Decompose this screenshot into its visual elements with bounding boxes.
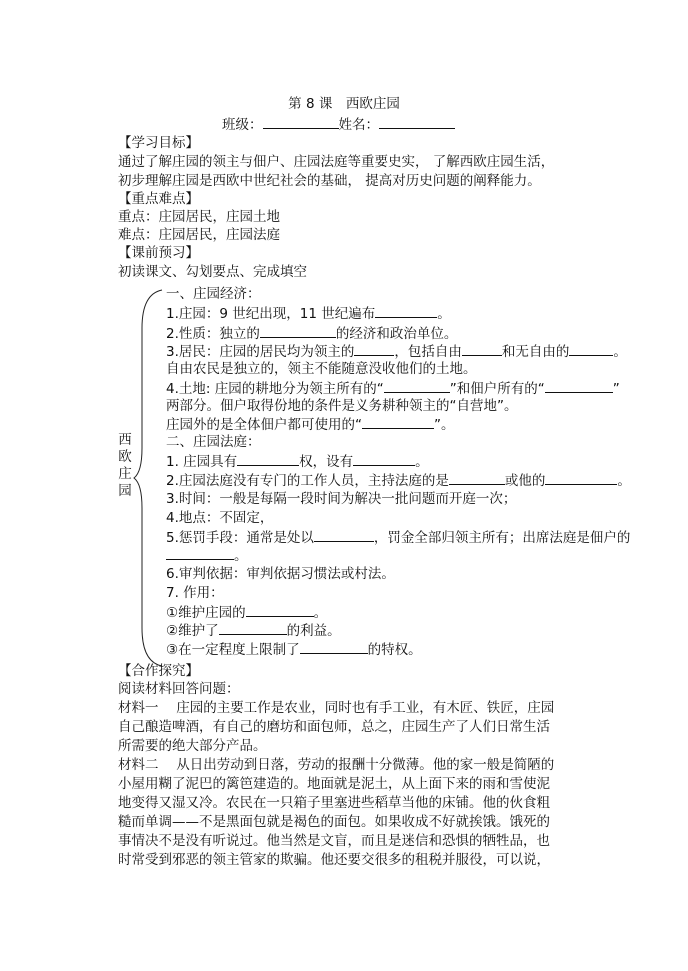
court-item-7: 7. 作用： — [166, 585, 224, 601]
economy-heading: 一、庄园经济： — [166, 286, 261, 302]
goals-line-1: 通过了解庄园的领主与佃户、庄园法庭等重要史实， 了解西欧庄园生活， — [118, 154, 555, 170]
item-text: 2.性质：独立的 — [166, 326, 260, 342]
item-text: 或他的 — [504, 473, 546, 489]
answer-blank[interactable] — [219, 620, 287, 635]
item-text: ①维护庄园的 — [166, 605, 246, 621]
answer-blank[interactable] — [384, 378, 450, 393]
court-item-4: 4.地点：不固定， — [166, 510, 274, 526]
answer-blank[interactable] — [314, 527, 374, 542]
page-title: 第 8 课 西欧庄园 — [288, 96, 400, 112]
preview-instruction: 初读课文、勾划要点、完成填空 — [118, 264, 307, 280]
answer-blank[interactable] — [545, 470, 617, 485]
item-text: ” — [612, 381, 620, 397]
item-text: ”和佃户所有的“ — [449, 381, 545, 397]
class-blank[interactable] — [263, 114, 339, 129]
difficult-point-line: 难点：庄园居民，庄园法庭 — [118, 227, 280, 243]
court-item-2 — [166, 470, 631, 491]
item-text: 3.居民：庄园的居民均为领主的 — [166, 344, 355, 360]
item-text: 。 — [617, 473, 631, 489]
answer-blank[interactable] — [353, 451, 415, 466]
brace-label: 西欧庄园 — [118, 432, 132, 499]
inquiry-instruction: 阅读材料回答问题： — [118, 681, 240, 697]
answer-blank[interactable] — [260, 323, 336, 338]
goals-line-2: 初步理解庄园是西欧中世纪社会的基础， 提高对历史问题的阐释能力。 — [118, 173, 541, 189]
answer-blank[interactable] — [166, 545, 234, 560]
key-points-heading: 【重点难点】 — [118, 191, 199, 207]
material-2-line-3: 地变得又湿又冷。农民在一只箱子里塞进些稻草当他的床铺。他的伙食粗 — [118, 795, 550, 811]
economy-item-3-note: 自由农民是独立的，领主不能随意没收他们的土地。 — [166, 361, 477, 377]
item-text: 1. 庄园具有 — [166, 454, 238, 470]
item-text: 。 — [234, 548, 248, 564]
goals-heading: 【学习目标】 — [118, 135, 199, 151]
item-text: 2.庄园法庭没有专门的工作人员，主持法庭的是 — [166, 473, 449, 489]
item-text: 。 — [313, 605, 328, 621]
material-1-line-1: 材料一 庄园的主要工作是农业，同时也有手工业，有木匠、铁匠，庄园 — [118, 700, 555, 716]
item-text: 。 — [415, 454, 429, 470]
court-role-2 — [166, 620, 341, 641]
class-name-line — [222, 114, 455, 135]
item-text: 。 — [613, 344, 627, 360]
economy-item-4-cont: 两部分。佃户取得份地的条件是义务耕种领主的“自营地”。 — [166, 398, 518, 414]
item-text: 1.庄园：9 世纪出现，11 世纪遍布 — [166, 306, 376, 322]
answer-blank[interactable] — [569, 341, 613, 356]
item-text: ③在一定程度上限制了 — [166, 642, 300, 658]
answer-blank[interactable] — [237, 451, 299, 466]
item-text: 的利益。 — [286, 623, 341, 639]
item-text: 和无自由的 — [501, 344, 570, 360]
court-item-5-cont — [166, 545, 248, 566]
court-item-6: 6.审判依据：审判依据习惯法或村法。 — [166, 566, 395, 582]
item-text: 庄园外的是全体佃户都可使用的“ — [166, 417, 362, 433]
item-text: 的经济和政治单位。 — [335, 326, 458, 342]
material-1-line-2: 自己酿造啤酒，有自己的磨坊和面包师，总之，庄园生产了人们日常生活 — [118, 719, 550, 735]
court-item-1 — [166, 451, 429, 472]
economy-item-1 — [166, 303, 451, 324]
answer-blank[interactable] — [246, 602, 314, 617]
item-text: ，包括自由 — [394, 344, 462, 360]
class-label: 班级： — [222, 117, 263, 133]
material-2-line-2: 小屋用糊了泥巴的篱笆建造的。地面就是泥土，从上面下来的雨和雪使泥 — [118, 776, 550, 792]
outline-brace — [128, 288, 168, 668]
material-2-line-6: 时常受到邪恶的领主管家的欺骗。他还要交很多的租税并服役，可以说， — [118, 852, 550, 868]
item-text: 5.惩罚手段：通常是处以 — [166, 530, 314, 546]
answer-blank[interactable] — [449, 470, 505, 485]
item-text: ”。 — [434, 417, 455, 433]
item-text: 权，设有 — [299, 454, 354, 470]
court-heading: 二、庄园法庭： — [166, 434, 261, 450]
item-text: ②维护了 — [166, 623, 219, 639]
name-label: 姓名： — [338, 117, 379, 133]
item-text: 。 — [437, 306, 451, 322]
answer-blank[interactable] — [462, 341, 502, 356]
material-2-line-1: 材料二 从日出劳动到日落，劳动的报酬十分微薄。他的家一般是简陋的 — [118, 757, 555, 773]
answer-blank[interactable] — [375, 303, 437, 318]
item-text: ，罚金全部归领主所有；出席法庭是佃户的 — [373, 530, 631, 546]
key-point-line: 重点：庄园居民，庄园土地 — [118, 209, 280, 225]
answer-blank[interactable] — [545, 378, 613, 393]
answer-blank[interactable] — [354, 341, 394, 356]
court-item-3: 3.时间：一般是每隔一段时间为解决一批问题而开庭一次； — [166, 491, 517, 507]
court-role-3 — [166, 639, 422, 660]
material-2-line-5: 事情决不是没有听说过。他当然是文盲，而且是迷信和恐惧的牺牲品，也 — [118, 833, 550, 849]
item-text: 4.土地: 庄园的耕地分为领主所有的“ — [166, 381, 384, 397]
material-2-line-4: 糙而单调——不是黑面包就是褐色的面包。如果收成不好就挨饿。饿死的 — [118, 814, 550, 830]
item-text: 的特权。 — [367, 642, 422, 658]
answer-blank[interactable] — [362, 414, 434, 429]
inquiry-heading: 【合作探究】 — [118, 663, 199, 679]
name-blank[interactable] — [379, 114, 455, 129]
material-1-line-3: 所需要的绝大部分产品。 — [118, 738, 267, 754]
preview-heading: 【课前预习】 — [118, 245, 199, 261]
answer-blank[interactable] — [300, 639, 368, 654]
